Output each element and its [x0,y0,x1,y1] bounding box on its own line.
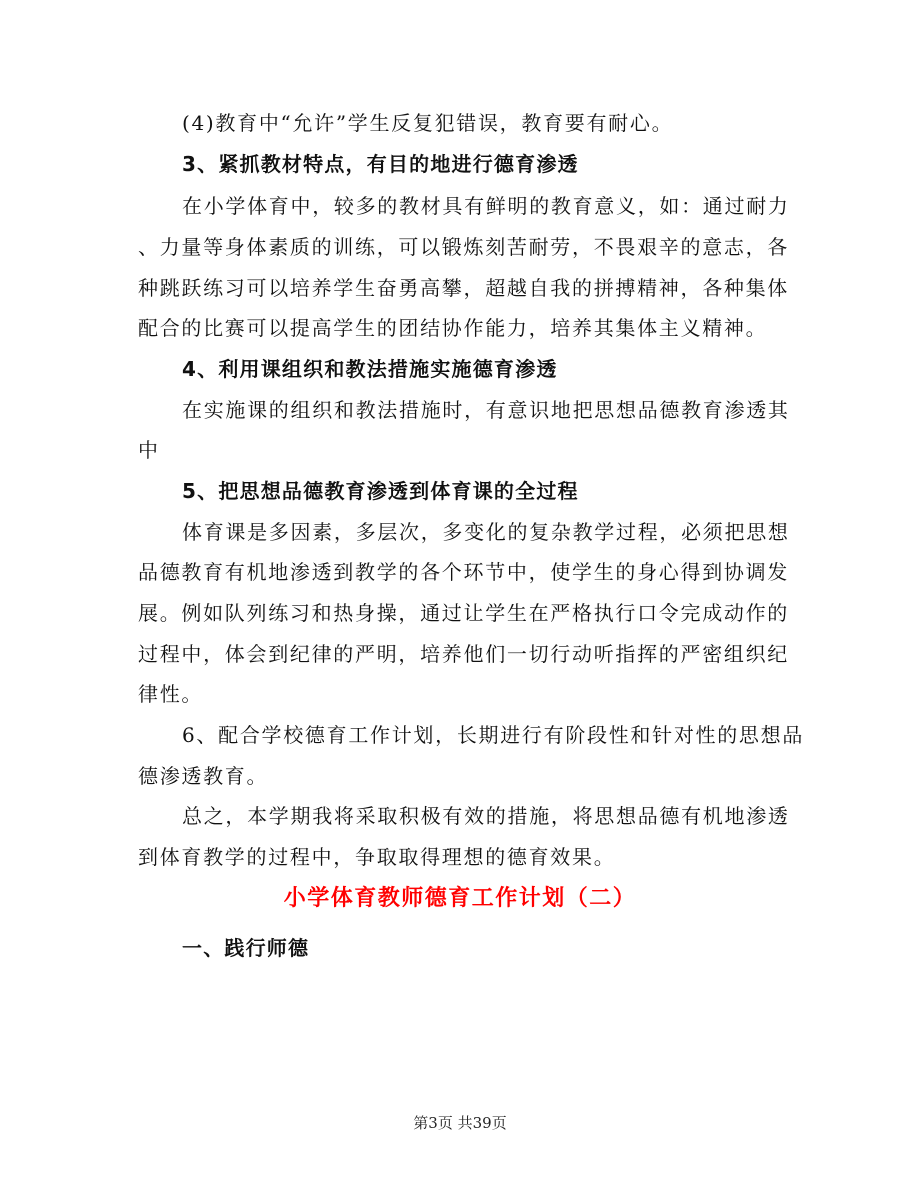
heading-4: 4、利用课组织和教法措施实施德育渗透 [182,357,558,381]
paragraph-6-line-1: 6、配合学校德育工作计划，长期进行有阶段性和针对性的思想品 [182,723,805,747]
paragraph-5-line-1: 体育课是多因素，多层次，多变化的复杂教学过程，必须把思想 [182,520,790,544]
paragraph-3-line-1: 在小学体育中，较多的教材具有鲜明的教育意义，如：通过耐力 [182,194,790,218]
heading-5: 5、把思想品德教育渗透到体育课的全过程 [182,479,579,503]
paragraph-3-line-4: 配合的比赛可以提高学生的团结协作能力，培养其集体主义精神。 [138,316,768,340]
section-heading-1: 一、践行师德 [182,936,310,960]
section-title: 小学体育教师德育工作计划（二） [283,886,637,911]
paragraph-4-line-2: 中 [138,438,160,462]
paragraph-5-line-3: 展。例如队列练习和热身操，通过让学生在严格执行口令完成动作的 [138,601,789,625]
paragraph-5-line-4: 过程中，体会到纪律的严明，培养他们一切行动听指挥的严密组织纪 [138,642,789,666]
paragraph-5-line-2: 品德教育有机地渗透到教学的各个环节中，使学生的身心得到协调发 [138,560,789,584]
summary-line-1: 总之，本学期我将采取积极有效的措施，将思想品德有机地渗透 [182,804,790,828]
summary-line-2: 到体育教学的过程中，争取取得理想的德育效果。 [138,845,616,869]
paragraph-3-line-3: 种跳跃练习可以培养学生奋勇高攀，超越自我的拼搏精神，各种集体 [138,276,789,300]
list-item-4: (4)教育中“允许”学生反复犯错误，教育要有耐心。 [182,111,674,135]
paragraph-5-line-5: 律性。 [138,682,204,706]
heading-3: 3、紧抓教材特点，有目的地进行德育渗透 [182,152,579,176]
paragraph-3-line-2: 、力量等身体素质的训练，可以锻炼刻苦耐劳，不畏艰辛的意志，各 [138,235,789,259]
paragraph-4-line-1: 在实施课的组织和教法措施时，有意识地把思想品德教育渗透其 [182,398,790,422]
page-number: 第3页 共39页 [413,1114,507,1132]
paragraph-6-line-2: 德渗透教育。 [138,764,269,788]
